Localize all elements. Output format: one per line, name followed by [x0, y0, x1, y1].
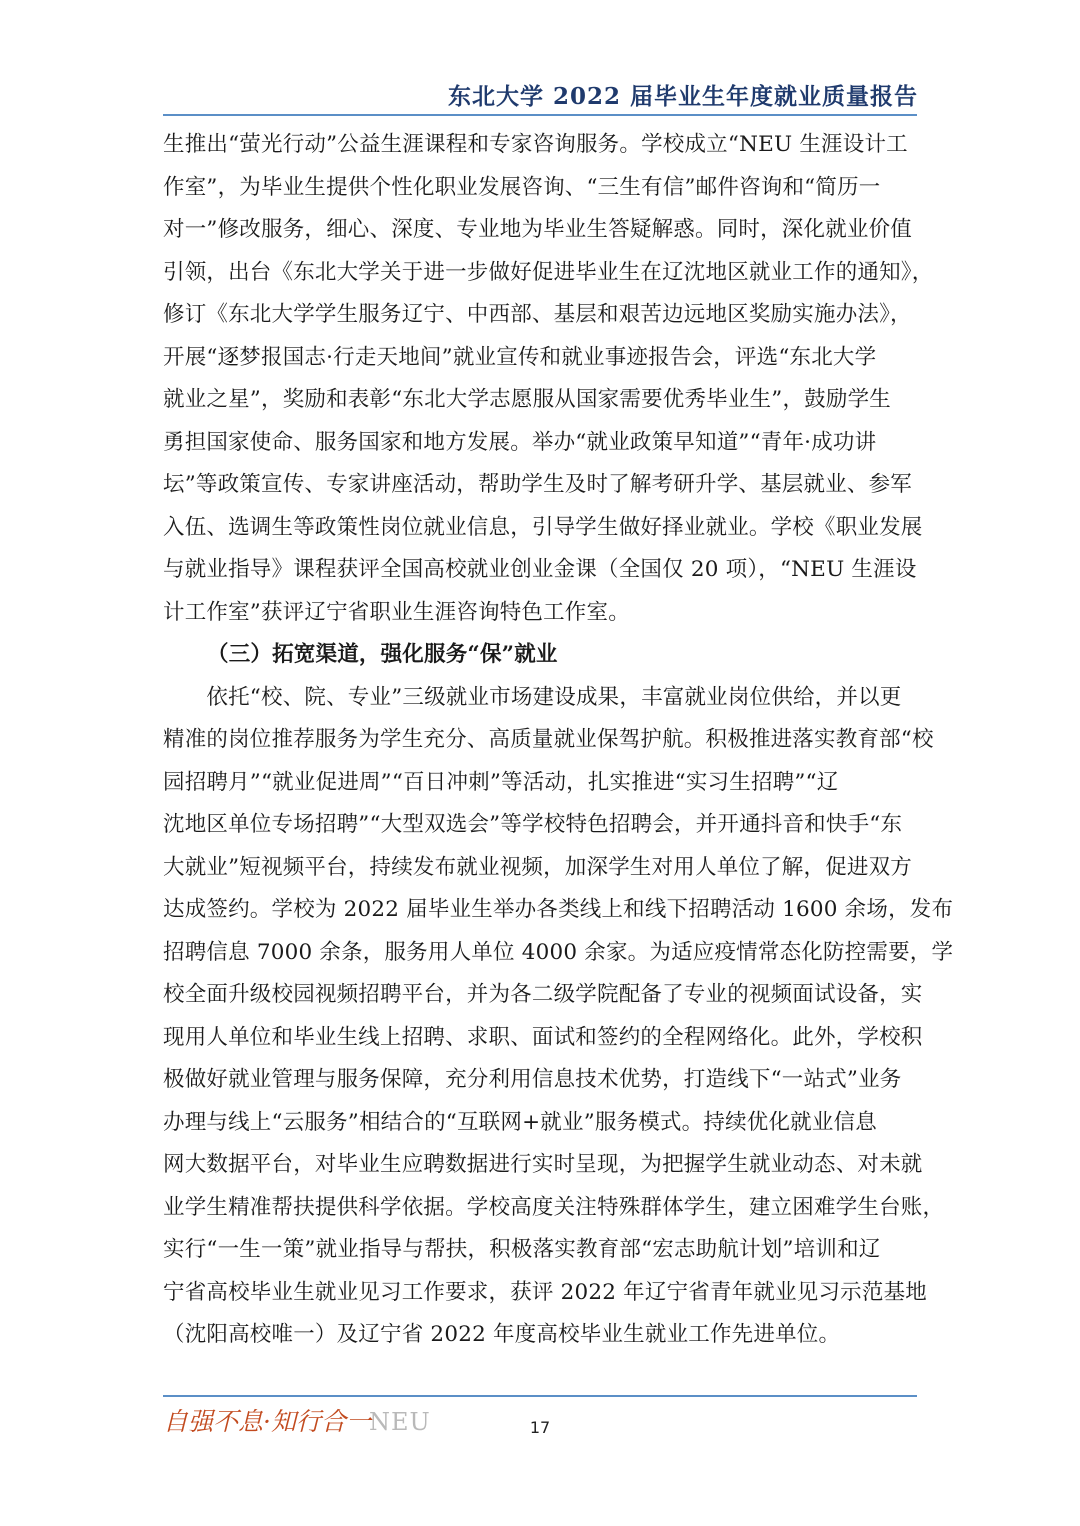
body-line: 园招聘月”“就业促进周”“百日冲刺”等活动，扎实推进“实习生招聘”“辽	[163, 769, 839, 795]
body-line: 对一”修改服务，细心、深度、专业地为毕业生答疑解惑。同时，深化就业价值	[163, 217, 912, 242]
body-line: 引领，出台《东北大学关于进一步做好促进毕业生在辽沈地区就业工作的通知》，	[163, 259, 934, 285]
report-header-title: 东北大学 2022 届毕业生年度就业质量报告	[447, 83, 918, 110]
body-line: 极做好就业管理与服务保障，充分利用信息技术优势，打造线下“一站式”业务	[163, 1067, 902, 1092]
body-line: 宁省高校毕业生就业见习工作要求，获评 2022 年辽宁省青年就业见习示范基地	[163, 1279, 927, 1305]
body-line: 现用人单位和毕业生线上招聘、求职、面试和签约的全程网络化。此外，学校积	[163, 1024, 923, 1050]
header-divider	[163, 114, 917, 116]
body-line: 实行“一生一策”就业指导与帮扶，积极落实教育部“宏志助航计划”培训和辽	[163, 1237, 881, 1262]
section-heading: （三）拓宽渠道，强化服务“保”就业	[207, 642, 558, 667]
body-line: 生推出“萤光行动”公益生涯课程和专家咨询服务。学校成立“NEU 生涯设计工	[163, 132, 908, 157]
body-line: 精准的岗位推荐服务为学生充分、高质量就业保驾护航。积极推进落实教育部“校	[163, 727, 934, 752]
body-line: 沈地区单位专场招聘”“大型双选会”等学校特色招聘会，并开通抖音和快手“东	[163, 812, 903, 837]
body-line: 就业之星”，奖励和表彰“东北大学志愿服从国家需要优秀毕业生”，鼓励学生	[163, 387, 891, 412]
body-line: （沈阳高校唯一）及辽宁省 2022 年度高校毕业生就业工作先进单位。	[163, 1322, 841, 1347]
body-line: 依托“校、院、专业”三级就业市场建设成果，丰富就业岗位供给，并以更	[163, 684, 902, 710]
page-number: 17	[529, 1418, 551, 1437]
body-line: 达成签约。学校为 2022 届毕业生举办各类线上和线下招聘活动 1600 余场，发布	[163, 897, 954, 922]
body-line: 业学生精准帮扶提供科学依据。学校高度关注特殊群体学生，建立困难学生台账，	[163, 1194, 945, 1220]
body-line: 办理与线上“云服务”相结合的“互联网+就业”服务模式。持续优化就业信息	[163, 1109, 877, 1135]
body-line: 计工作室”获评辽宁省职业生涯咨询特色工作室。	[163, 599, 630, 625]
body-line: 勇担国家使命、服务国家和地方发展。举办“就业政策早知道”“青年·成功讲	[163, 429, 877, 455]
body-line: 作室”，为毕业生提供个性化职业发展咨询、“三生有信”邮件咨询和“简历一	[163, 174, 881, 200]
body-line: 修订《东北大学学生服务辽宁、中西部、基层和艰苦边远地区奖励实施办法》，	[163, 302, 912, 327]
footer-divider	[163, 1395, 917, 1397]
footer-motto: 自强不息·知行合一	[163, 1407, 371, 1436]
body-line: 与就业指导》课程获评全国高校就业创业金课（全国仅 20 项），“NEU 生涯设	[163, 557, 917, 582]
body-line: 招聘信息 7000 余条，服务用人单位 4000 余家。为适应疫情常态化防控需要，学	[163, 939, 954, 965]
page-body	[163, 124, 954, 1357]
body-line: 网大数据平台，对毕业生应聘数据进行实时呈现，为把握学生就业动态、对未就	[163, 1152, 923, 1177]
body-line: 开展“逐梦报国志·行走天地间”就业宣传和就业事迹报告会，评选“东北大学	[163, 344, 877, 370]
body-line: 坛”等政策宣传、专家讲座活动，帮助学生及时了解考研升学、基层就业、参军	[163, 472, 912, 497]
body-line: 校全面升级校园视频招聘平台，并为各二级学院配备了专业的视频面试设备，实	[163, 982, 923, 1007]
body-line: 入伍、选调生等政策性岗位就业信息，引导学生做好择业就业。学校《职业发展	[163, 514, 923, 540]
neu-logo-text: NEU	[368, 1408, 431, 1436]
body-line: 大就业”短视频平台，持续发布就业视频，加深学生对用人单位了解，促进双方	[163, 854, 912, 880]
